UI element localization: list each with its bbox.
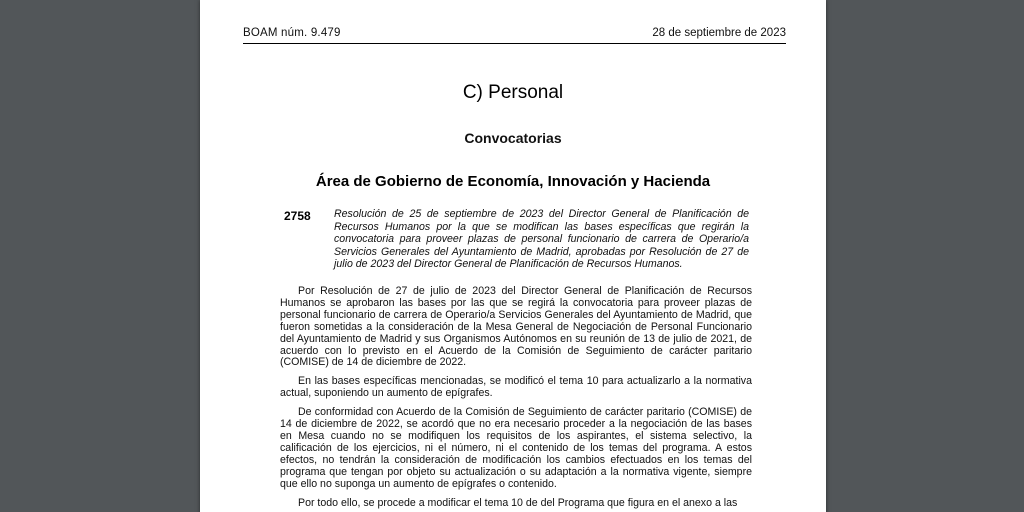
document-page	[200, 0, 826, 512]
bulletin-number: BOAM núm. 9.479	[243, 27, 341, 39]
area-title: Área de Gobierno de Economía, Innovación y Hacienda	[315, 173, 711, 190]
entry-number: 2758	[284, 209, 311, 223]
subsection-title: Convocatorias	[464, 130, 562, 146]
paragraph: De conformidad con Acuerdo de la Comisión de Seguimiento de carácter paritario (COMISE) de 14 de diciembre de 2022, se acordó que no era necesario proceder a la negociación de las bases en Mesa cuando no se modifiquen los requisitos de los aspirantes, el sistema selectivo, la calificación de los ejercicios, ni el número, ni el contenido de los temas del programa. A estos efectos, no tendrán la consideración de modificación los cambios efectuados en los temas del programa que tengan por objeto su actualización o su adaptación a la normativa vigente, siempre que ello no suponga un aumento de epígrafes o contenido.	[280, 406, 752, 490]
entry-summary: Resolución de 25 de septiembre de 2023 del Director General de Planificación de Recursos Humanos por la que se modifican las bases específicas que regirán la convocatoria para proveer plazas de personal funcionario de carrera de Operario/a Servicios Generales del Ayuntamiento de Madrid, aprobadas por Resolución de 27 de julio de 2023 del Director General de Planificación de Recursos Humanos.	[334, 208, 749, 271]
paragraph: En las bases específicas mencionadas, se modificó el tema 10 para actualizarlo a la normativa actual, suponiendo un aumento de epígrafes.	[280, 375, 752, 400]
bulletin-date: 28 de septiembre de 2023	[652, 27, 786, 39]
section-title: C) Personal	[462, 82, 564, 103]
body-text	[280, 286, 752, 512]
paragraph: Por Resolución de 27 de julio de 2023 del Director General de Planificación de Recursos Humanos se aprobaron las bases por las que se regirá la convocatoria para proveer plazas de personal funcionario de carrera de Operario/a Servicios Generales del Ayuntamiento de Madrid, que fueron sometidas a la consideración de la Mesa General de Negociación de Personal Funcionario del Ayuntamiento de Madrid y sus Organismos Autónomos en su reunión de 13 de julio de 2021, de acuerdo con lo previsto en el Acuerdo de la Comisión de Seguimiento de carácter paritario (COMISE) de 14 de diciembre de 2022.	[280, 285, 752, 369]
paragraph: Por todo ello, se procede a modificar el tema 10 de del Programa que figura en el anexo a las	[298, 496, 738, 509]
running-header	[243, 25, 786, 44]
